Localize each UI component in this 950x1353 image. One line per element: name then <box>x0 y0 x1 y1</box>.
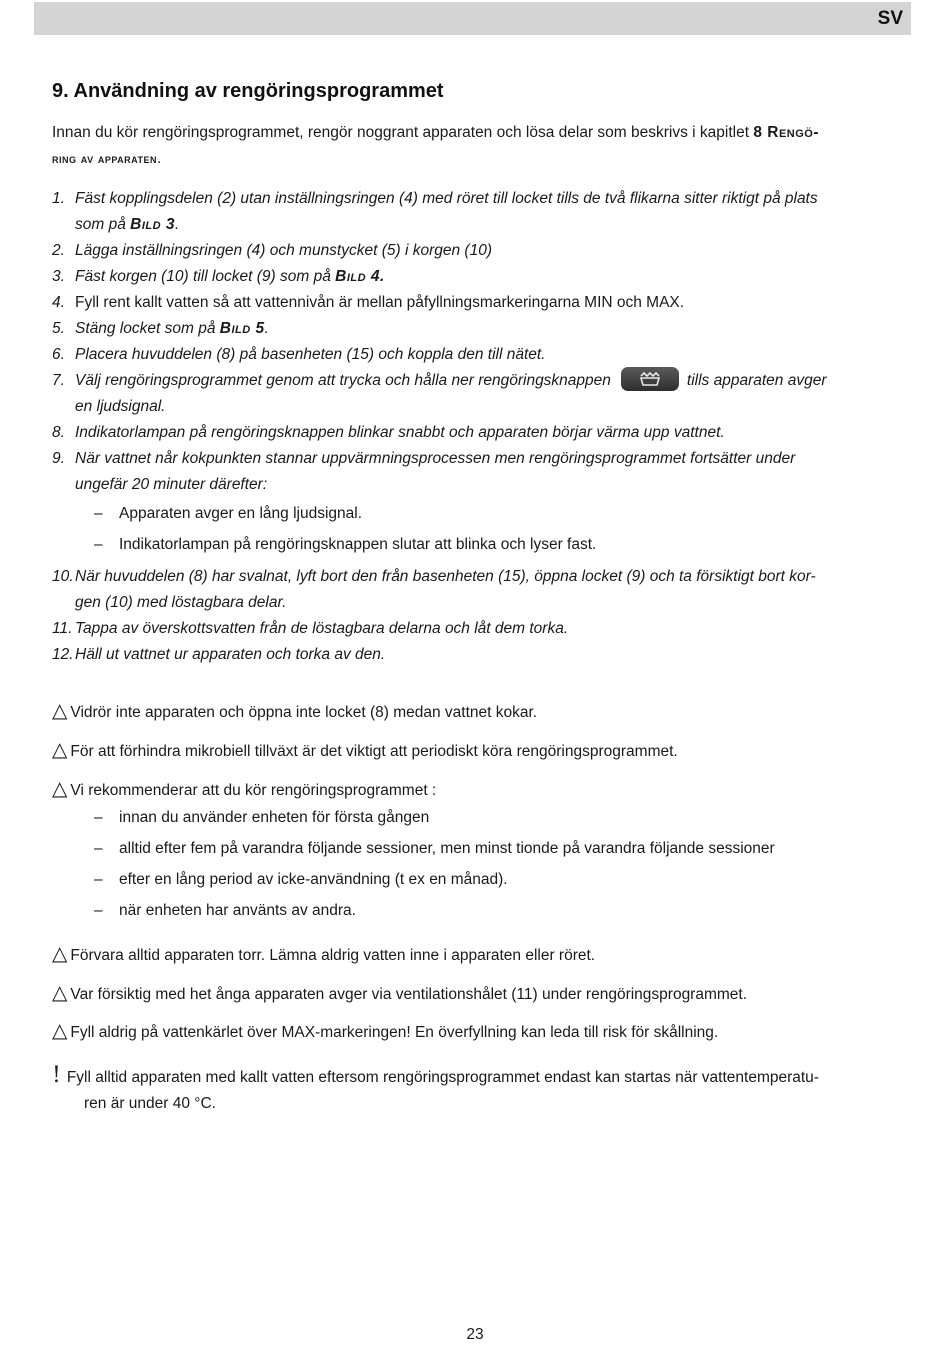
step-text: gen (10) med löstagbara delar. <box>75 594 287 611</box>
step-3 <box>52 264 902 290</box>
list-item <box>52 864 902 895</box>
step-text: Tappa av överskottsvatten från de löstagbara delarna och låt dem torka. <box>75 620 569 637</box>
step-number: 5. <box>52 320 65 337</box>
warning-text: Vi rekommenderar att du kör rengöringsprogrammet : <box>70 782 437 799</box>
list-item <box>52 833 902 864</box>
warning-triangle-icon: △ <box>52 980 68 1004</box>
list-item <box>52 895 902 926</box>
warning-text: Förvara alltid apparaten torr. Lämna aldrig vatten inne i apparaten eller röret. <box>70 947 596 964</box>
warning-text: Vidrör inte apparaten och öppna inte locket (8) medan vattnet kokar. <box>70 704 538 721</box>
step-text: som på <box>75 216 131 233</box>
step-6 <box>52 342 902 368</box>
step-text: Placera huvuddelen (8) på basenheten (15) och koppla den till nätet. <box>75 346 546 363</box>
step-5 <box>52 316 902 342</box>
intro-ref-line1: 8 Rengö- <box>753 124 820 141</box>
dash-bullet: – <box>94 871 103 888</box>
header-bar <box>34 2 911 35</box>
dash-bullet: – <box>94 536 103 553</box>
step-9 <box>52 446 902 560</box>
warning-3 <box>52 775 902 926</box>
step-number: 1. <box>52 190 65 207</box>
intro-ref-line2: ring av apparaten <box>52 151 158 166</box>
step-10 <box>52 564 902 616</box>
dash-bullet: – <box>94 809 103 826</box>
list-item-text: när enheten har använts av andra. <box>119 902 356 919</box>
list-item-text: alltid efter fem på varandra följande sessioner, men minst tionde på varandra följande sessioner <box>119 840 775 857</box>
list-item-text: Apparaten avger en lång ljudsignal. <box>119 505 363 522</box>
warning-text: För att förhindra mikrobiell tillväxt är det viktigt att periodiskt köra rengöringsprogrammet. <box>70 743 678 760</box>
figure-ref: Bild 5 <box>219 320 265 337</box>
warning-2 <box>52 736 678 765</box>
note-text: Fyll alltid apparaten med kallt vatten eftersom rengöringsprogrammet endast kan startas när vattentemperatu- <box>66 1069 819 1086</box>
dash-bullet: – <box>94 902 103 919</box>
warning-4 <box>52 940 595 969</box>
warning-triangle-icon: △ <box>52 776 68 800</box>
list-item-text: Indikatorlampan på rengöringsknappen slutar att blinka och lyser fast. <box>119 536 597 553</box>
step-text: Fyll rent kallt vatten så att vattennivån är mellan påfyllningsmarkeringarna MIN och MAX. <box>75 294 685 311</box>
step-12 <box>52 642 902 668</box>
page-number: 23 <box>466 1326 484 1343</box>
step-8 <box>52 420 902 446</box>
exclamation-icon: ! <box>52 1063 61 1088</box>
step-text: Fäst korgen (10) till locket (9) som på <box>75 268 336 285</box>
intro-paragraph <box>52 120 902 172</box>
warning-triangle-icon: △ <box>52 941 68 965</box>
step-text: . <box>264 320 269 337</box>
warning-triangle-icon: △ <box>52 698 68 722</box>
step-text: Häll ut vattnet ur apparaten och torka av den. <box>75 646 386 663</box>
list-item <box>52 529 902 560</box>
step-7 <box>52 368 902 420</box>
warning-text: Var försiktig med het ånga apparaten avger via ventilationshålet (11) under rengöringsprogrammet. <box>70 986 748 1003</box>
intro-end: . <box>157 150 162 167</box>
step-number: 6. <box>52 346 65 363</box>
step-text: Stäng locket som på <box>75 320 220 337</box>
recommendation-list <box>52 802 902 926</box>
step-text: . <box>174 216 180 233</box>
step-number: 12. <box>52 646 74 663</box>
figure-ref: Bild 3 <box>130 216 175 233</box>
step-text: Fäst kopplingsdelen (2) utan inställningsringen (4) med röret till locket tills de två flikarna sitter riktigt på plats <box>75 190 818 207</box>
warning-triangle-icon: △ <box>52 737 68 761</box>
intro-text: Innan du kör rengöringsprogrammet, rengör noggrant apparaten och lösa delar som beskrivs i kapitlet <box>52 124 754 141</box>
step-text: Indikatorlampan på rengöringsknappen blinkar snabbt och apparaten börjar värma upp vattnet. <box>75 424 725 441</box>
step-text: tills apparaten avger <box>686 372 827 389</box>
warning-5 <box>52 979 747 1008</box>
step-text: ungefär 20 minuter därefter: <box>75 476 268 493</box>
step-number: 2. <box>52 242 65 259</box>
warning-text: Fyll aldrig på vattenkärlet över MAX-markeringen! En överfyllning kan leda till risk för skållning. <box>70 1024 719 1041</box>
list-item-text: efter en lång period av icke-användning (t ex en månad). <box>119 871 508 888</box>
step-number: 10. <box>52 568 74 585</box>
step-2 <box>52 238 902 264</box>
note-text: ren är under 40 °C. <box>84 1095 216 1112</box>
step-text: Lägga inställningsringen (4) och munstycket (5) i korgen (10) <box>75 242 492 259</box>
step-9-sublist <box>52 498 902 560</box>
list-item <box>52 802 902 833</box>
warning-1 <box>52 697 537 726</box>
figure-ref: Bild 4. <box>335 268 385 285</box>
step-text: När vattnet når kokpunkten stannar uppvärmningsprocessen men rengöringsprogrammet fortsätter under <box>75 450 796 467</box>
step-text: När huvuddelen (8) har svalnat, lyft bort den från basenheten (15), öppna locket (9) och ta försiktigt bort kor- <box>75 568 816 585</box>
step-text: en ljudsignal. <box>75 398 166 415</box>
cleaning-button-icon <box>621 367 679 391</box>
list-item <box>52 498 902 529</box>
step-11 <box>52 616 902 642</box>
step-text: Välj rengöringsprogrammet genom att trycka och hålla ner rengöringsknappen <box>75 372 611 389</box>
step-number: 7. <box>52 372 65 389</box>
step-number: 8. <box>52 424 65 441</box>
warning-triangle-icon: △ <box>52 1018 68 1042</box>
step-number: 4. <box>52 294 65 311</box>
step-4 <box>52 290 902 316</box>
dash-bullet: – <box>94 505 103 522</box>
section-title: 9. Användning av rengöringsprogrammet <box>52 80 444 102</box>
dash-bullet: – <box>94 840 103 857</box>
list-item-text: innan du använder enheten för första gången <box>119 809 430 826</box>
warning-6 <box>52 1017 718 1046</box>
language-code: SV <box>877 8 903 29</box>
step-number: 3. <box>52 268 65 285</box>
step-number: 9. <box>52 450 65 467</box>
step-1 <box>52 186 902 238</box>
step-number: 11. <box>52 620 73 637</box>
steps-list <box>52 186 902 668</box>
note <box>52 1063 902 1117</box>
